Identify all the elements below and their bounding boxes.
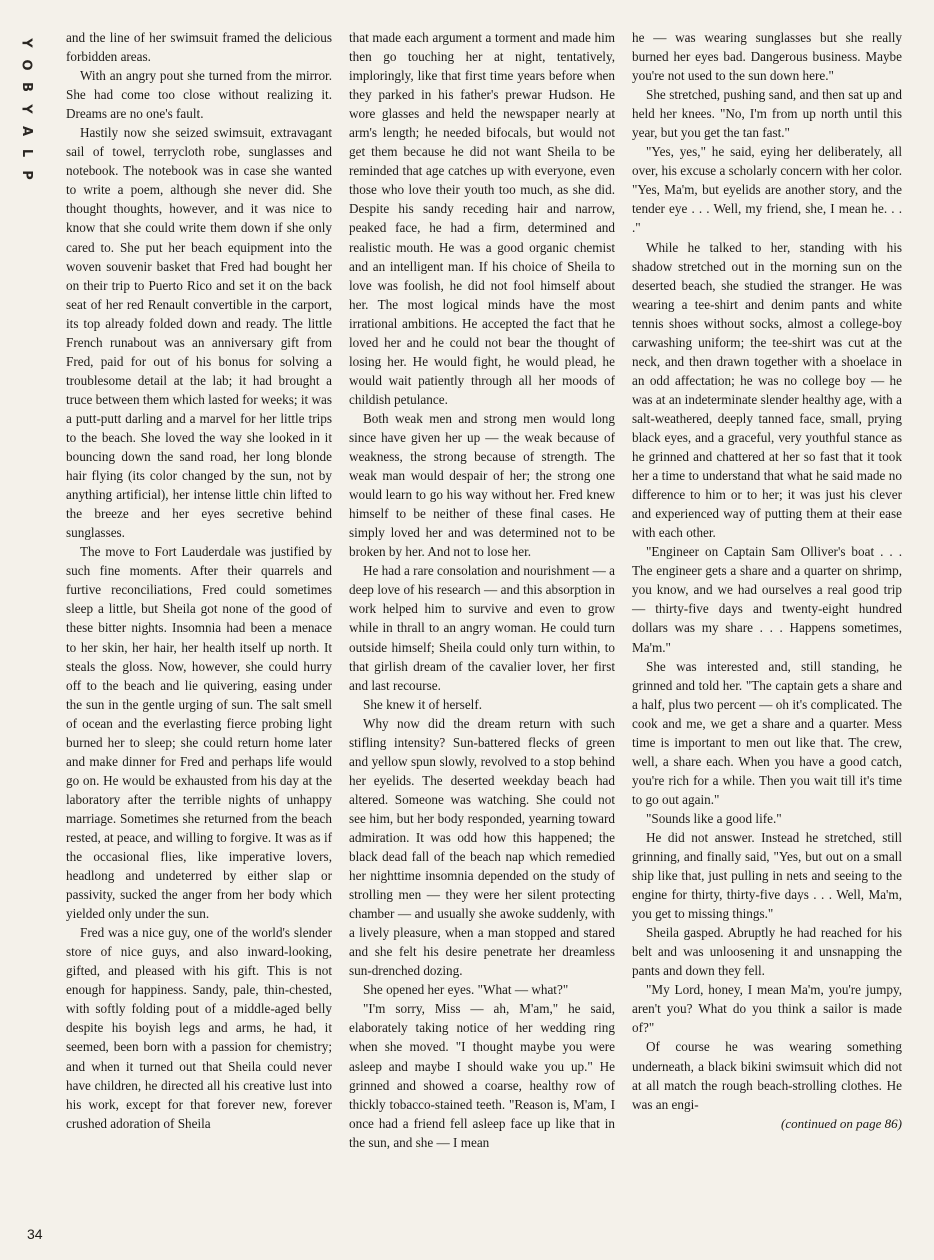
paragraph: he — was wearing sunglasses but she really burned her eyes bad. Dangerous business. Maybe you're not used to the sun down here."	[632, 30, 902, 84]
paragraph: Both weak men and strong men would long since have given her up — the weak because of weakness, the strong because of strength. The weak man would despair of her; the strong one would learn to go his way without her. Fred knew himself to be neither of these final cases. He simply loved her and was determined not to be broken by her. And not to lose her.	[349, 410, 615, 560]
paragraph: He had a rare consolation and nourishment — a deep love of his research — and this absorption in work helped him to survive and even to grow while in thrall to an angry woman. He could turn outside himself; Sheila could only turn within, to that girlish dream of the cavalier lover, her first and last recourse.	[349, 563, 615, 693]
paragraph: Hastily now she seized swimsuit, extravagant sail of towel, terrycloth robe, sunglasses and notebook. The notebook was in case she wanted to write a poem, although she never did. She thought thoughts, however, and it was nice to know that she could write them down if she only cared to. She put her beach equipment into the woven souvenir basket that Fred had bought her on their trip to Puerto Rico and set it on the back seat of her red Renault convertible in the carport, its top already folded down and ready. The little French runabout was an anniversary gift from Fred, paid for out of his bonus for solving a troublesome detail at the lab; it had brought a truce between them which lasted for weeks; it was a putt-putt darling and a marvel for her little trips to the beach. She loved the way she looked in it bouncing down the sand road, her long blonde hair flying (its color changed by the sun, not by anything artificial), her intense little chin lifted to the breeze and her eyes secretive behind sunglasses.	[66, 125, 332, 541]
masthead-letter: O	[19, 59, 34, 71]
paragraph: Fred was a nice guy, one of the world's slender store of nice guys, and also inward-looking, gifted, and pleased with his gift. This is not enough for happiness. Sandy, pale, thin-chested, with softly folding pout of a middle-aged belly despite his boyish legs and arms, he had, it seemed, been born with a passion for chemistry; and when it turned out that Sheila could never have children, he directed all his creative lust into his work, except for that forever new, forever crushed adoration of Sheila	[66, 925, 332, 1131]
paragraph: that made each argument a torment and made him then go touching her at night, tentatively, imploringly, like that first time years before when they parked in his father's prewar Hudson. He wore glasses and held the newspaper nearly at arm's length; he needed bifocals, but would not get them because he did not want Sheila to be reminded that age catches up with everyone, even those who love their youth too much, as she did. Despite his sandy receding hair and narrow, peaked face, he had a firm, determined and realistic mouth. He was a good organic chemist and an intelligent man. If his choice of Sheila to love was foolish, he did not fool himself about her. The most logical minds have the most irrational ambitions. He accepted the fact that he loved her and he could not bear the thought of losing her. He would fight, he would plead, he would wait patiently through all her moods of childish petulance.	[349, 30, 615, 407]
paragraph: "Yes, yes," he said, eying her deliberately, all over, his excuse a scholarly concern with her color. "Yes, Ma'm, but eyelids are another story, and the tender eye . . . Well, my friend, she, I mean he. . . ."	[632, 144, 902, 236]
paragraph: "My Lord, honey, I mean Ma'm, you're jumpy, aren't you? What do you think a sailor is made of?"	[632, 982, 902, 1036]
paragraph: She knew it of herself.	[363, 696, 483, 712]
text-column-2	[349, 28, 615, 1152]
masthead-letter: B	[18, 82, 34, 92]
masthead-letter: Y	[18, 104, 34, 114]
paragraph: "Sounds like a good life."	[646, 810, 782, 826]
masthead-letter: Y	[18, 38, 34, 48]
paragraph: and the line of her swimsuit framed the delicious forbidden areas.	[66, 30, 332, 65]
masthead-letter: A	[19, 125, 34, 137]
paragraph: She stretched, pushing sand, and then sat up and held her knees. "No, I'm from up north until this year, but you get the tan fast."	[632, 87, 902, 141]
page-number: 34	[27, 1226, 43, 1242]
paragraph: "Engineer on Captain Sam Olliver's boat . . . The engineer gets a share and a quarter on shrimp, you know, and we had ourselves a real good trip — thirty-five days and twenty-eight hundred dollars was my share . . . Happens sometimes, Ma'm."	[632, 544, 902, 655]
magazine-masthead-vertical	[14, 32, 38, 186]
paragraph: The move to Fort Lauderdale was justified by such fine moments. After their quarrels and furtive reconciliations, Fred could sometimes sleep a little, but Sheila got none of the good of these bitter nights. Insomnia had been a menace to her skin, her hair, her health itself up north. It steals the gloss. Now, however, she could hurry off to the beach and lie quivering, easing under the sun in the gentle urging of sun. The salt smell of ocean and the everlasting fierce probing light burned her to sleep; she could return home later and make dinner for Fred and perhaps life would go on. He would be exhausted from his day at the laboratory after the terrible nights of unhappy marriage. Sometimes she returned from the beach rested, at peace, and willing to forgive. It was as if the occasional flies, like imperative lovers, headlong and undeterred by either slap or passivity, sucked the anger from her body which yielded only under the sun.	[66, 544, 332, 922]
masthead-letter: L	[18, 148, 34, 158]
paragraph: She was interested and, still standing, he grinned and told her. "The captain gets a share and a half, plus two percent — oh it's complicated. The cook and me, we get a share and a quarter. Mess time is important to men out like that. The crew, well, a share each. When you have a good catch, you're rich for a while. Then you wait till it's time to go out again."	[632, 658, 902, 807]
paragraph: She opened her eyes. "What — what?"	[363, 982, 569, 998]
paragraph: Of course he was wearing something underneath, a black bikini swimsuit which did not at all match the rough beach-strolling clothes. He was an engi-	[632, 1039, 902, 1112]
paragraph: With an angry pout she turned from the mirror. She had come too close without realizing it. Dreams are no one's fault.	[66, 68, 332, 122]
text-column-1	[66, 28, 332, 1133]
text-column-3	[632, 28, 902, 1133]
continued-on-page-link[interactable]: (continued on page 86)	[781, 1115, 902, 1131]
masthead-letter: P	[19, 170, 34, 180]
paragraph: He did not answer. Instead he stretched, still grinning, and finally said, "Yes, but out on a small ship like that, just pulling in nets and seeing to the engine for thirty, thirty-five days . . . Well, Ma'm, you get to missing things."	[632, 829, 902, 922]
paragraph: "I'm sorry, Miss — ah, M'am," he said, elaborately taking notice of her wedding ring when she moved. "I thought maybe you were asleep and maybe I should wake you up." He grinned and showed a coarse, healthy row of thickly tobacco-stained teeth. "Reason is, M'am, I once had a friend fell asleep face up like that in the sun, and she — I mean	[349, 1001, 615, 1150]
paragraph: Why now did the dream return with such stifling intensity? Sun-battered flecks of green and yellow spun slowly, revolved to a stop behind her eyelids. The deserted weekday beach had altered. Someone was watching. She could not see him, but her body responded, yearning toward admiration. It was odd how this happened; the black dead fall of the beach nap which remedied her nighttime insomnia depended on the study of strolling men — they were her silent protecting chamber — and usually she awoke suddenly, with a lively pleasure, when a man stopped and stared and she felt his desire penetrate her dreamless sun-drenched dozing.	[349, 715, 615, 979]
paragraph: Sheila gasped. Abruptly he had reached for his belt and was unloosening it and unsnapping the pants and down they fell.	[632, 925, 902, 979]
paragraph: While he talked to her, standing with his shadow stretched out in the morning sun on the deserted beach, she studied the stranger. He was wearing a tee-shirt and denim pants and white tennis shoes without socks, almost a college-boy carwashing uniform; the tee-shirt was cut at the neck, and then drawn together with a shoelace in an odd affectation; he was no college boy — he was at an indeterminate slender healthy age, with a salt-weathered, deeply tanned face, small, prying black eyes, and a graceful, very youthful stance as he grinned and chattered at her so fast that it took her a time to understand that what he said made no difference to him or to her; it was just his clever and experienced way of putting them at their ease with each other.	[632, 239, 902, 541]
